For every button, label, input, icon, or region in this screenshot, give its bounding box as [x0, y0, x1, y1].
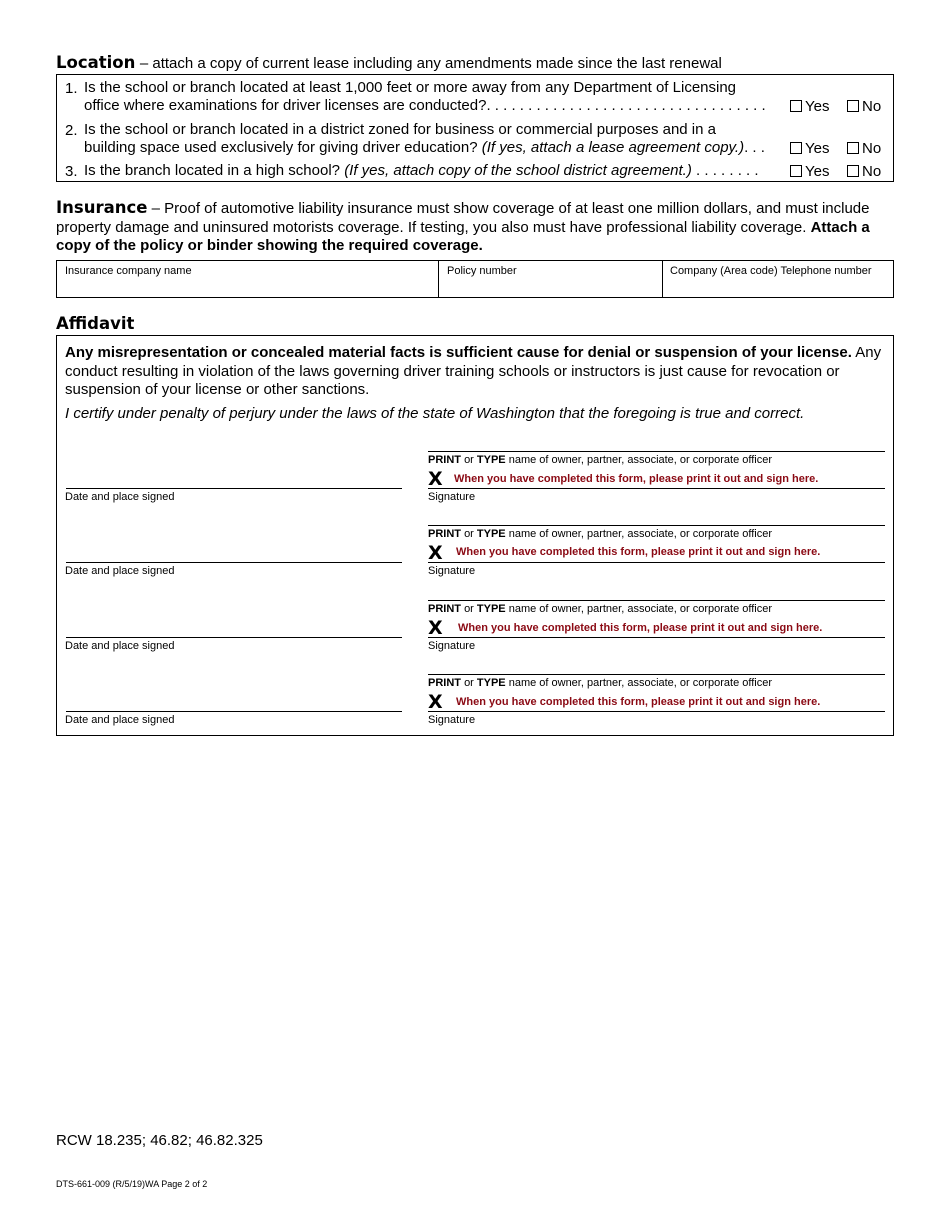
affidavit-statement: [65, 344, 889, 400]
question-2-note: (If yes, attach a lease agreement copy.): [481, 139, 745, 156]
affidavit-certify: I certify under penalty of perjury under the laws of the state of Washington that the foregoing is true and correct.: [65, 405, 805, 422]
question-1-no[interactable]: [847, 98, 881, 115]
insurance-text: – Proof of automotive liability insurance must show coverage of at least one million dollars, and must include property damage and uninsured motorists coverage. If testing, you also must have professional liability coverage.: [56, 200, 870, 236]
question-3-leader-dots: . . . . . . . .: [696, 162, 759, 179]
sign-here-x-icon: X: [428, 691, 443, 713]
signature-line[interactable]: [428, 637, 885, 638]
question-3-note: (If yes, attach copy of the school district agreement.): [344, 162, 692, 179]
question-1-line2: [84, 97, 779, 116]
sign-here-note: When you have completed this form, please print it out and sign here.: [456, 696, 821, 708]
date-place-line[interactable]: [66, 637, 402, 638]
question-3-yes[interactable]: [790, 163, 829, 180]
affidavit-bold-statement: Any misrepresentation or concealed material facts is sufficient cause for denial or suspension of your license.: [65, 344, 852, 361]
question-2-no[interactable]: [847, 140, 881, 157]
sign-here-x-icon: X: [428, 542, 443, 564]
signature-block: [57, 525, 893, 595]
company-telephone-field[interactable]: Company (Area code) Telephone number: [670, 265, 872, 277]
date-place-label: Date and place signed: [65, 565, 175, 577]
sign-here-note: When you have completed this form, please print it out and sign here.: [458, 622, 823, 634]
form-id: DTS-661-009 (R/5/19)WA Page 2 of 2: [56, 1179, 208, 1189]
insurance-title: Insurance: [56, 198, 148, 217]
signature-block: [57, 600, 893, 670]
insurance-paragraph: [56, 199, 898, 256]
question-3-text: Is the branch located in a high school?: [84, 162, 341, 179]
question-2-yes-checkbox[interactable]: [790, 142, 802, 154]
question-2-line1: Is the school or branch located in a district zoned for business or commercial purposes and in a: [84, 121, 716, 138]
signature-label: Signature: [428, 565, 476, 577]
date-place-line[interactable]: [66, 711, 402, 712]
question-1-yes-checkbox[interactable]: [790, 100, 802, 112]
sign-here-note: When you have completed this form, please print it out and sign here.: [454, 473, 819, 485]
question-1-number: 1.: [65, 80, 78, 97]
signature-label: Signature: [428, 491, 476, 503]
policy-number-field[interactable]: Policy number: [447, 265, 517, 277]
date-place-line[interactable]: [66, 488, 402, 489]
sign-here-note: When you have completed this form, please print it out and sign here.: [456, 546, 821, 558]
signature-block: [57, 674, 893, 734]
rcw-citation: RCW 18.235; 46.82; 46.82.325: [56, 1132, 263, 1149]
yes-label: Yes: [805, 98, 830, 115]
question-1-yes[interactable]: [790, 98, 829, 115]
sign-here-x-icon: X: [428, 468, 443, 490]
signature-line[interactable]: [428, 488, 885, 489]
signature-block: [57, 451, 893, 521]
question-1-line1: Is the school or branch located at least 1,000 feet or more away from any Department of Licensing: [84, 79, 737, 96]
question-3-yes-checkbox[interactable]: [790, 165, 802, 177]
signature-label: Signature: [428, 640, 476, 652]
location-subtitle: – attach a copy of current lease including any amendments made since the last renewal: [139, 55, 722, 72]
date-place-label: Date and place signed: [65, 714, 175, 726]
date-place-label: Date and place signed: [65, 491, 175, 503]
question-2-leader-dots: . . .: [744, 139, 765, 156]
print-name-label: PRINT or TYPE name of owner, partner, associate, or corporate officer: [428, 677, 773, 689]
question-2-number: 2.: [65, 122, 78, 139]
yes-label: Yes: [805, 140, 830, 157]
question-1-text: office where examinations for driver licenses are conducted?: [84, 97, 487, 114]
print-name-label: PRINT or TYPE name of owner, partner, associate, or corporate officer: [428, 603, 773, 615]
signature-line[interactable]: [428, 562, 885, 563]
location-questions-box: [56, 74, 894, 182]
sign-here-x-icon: X: [428, 617, 443, 639]
location-title: Location: [56, 53, 136, 72]
question-2-yes[interactable]: [790, 140, 829, 157]
question-2-line2: [84, 139, 772, 158]
insurance-bold-text: Attach a copy of the policy or binder showing the required coverage.: [56, 218, 870, 254]
no-label: No: [862, 140, 882, 157]
question-3-line: [84, 162, 766, 181]
affidavit-title: Affidavit: [56, 314, 135, 333]
no-label: No: [862, 98, 882, 115]
affidavit-statement-text: Any conduct resulting in violation of the laws governing driver training schools or instructors is just cause for revocation or suspension of your license or other sanctions.: [65, 344, 882, 398]
question-3-no-checkbox[interactable]: [847, 165, 859, 177]
signature-label: Signature: [428, 714, 476, 726]
question-2-text: building space used exclusively for giving driver education?: [84, 139, 478, 156]
print-name-label: PRINT or TYPE name of owner, partner, associate, or corporate officer: [428, 454, 773, 466]
question-1-no-checkbox[interactable]: [847, 100, 859, 112]
question-3-no[interactable]: [847, 163, 881, 180]
location-heading: [56, 53, 722, 73]
insurance-fields-box: [56, 260, 894, 298]
date-place-line[interactable]: [66, 562, 402, 563]
question-1-leader-dots: . . . . . . . . . . . . . . . . . . . . . . . . . . . . . . . . . .: [486, 97, 766, 114]
question-2-no-checkbox[interactable]: [847, 142, 859, 154]
no-label: No: [862, 163, 882, 180]
insurance-company-field[interactable]: Insurance company name: [65, 265, 192, 277]
signature-line[interactable]: [428, 711, 885, 712]
date-place-label: Date and place signed: [65, 640, 175, 652]
yes-label: Yes: [805, 163, 830, 180]
print-name-label: PRINT or TYPE name of owner, partner, associate, or corporate officer: [428, 528, 773, 540]
affidavit-box: [56, 335, 894, 736]
question-3-number: 3.: [65, 163, 78, 180]
